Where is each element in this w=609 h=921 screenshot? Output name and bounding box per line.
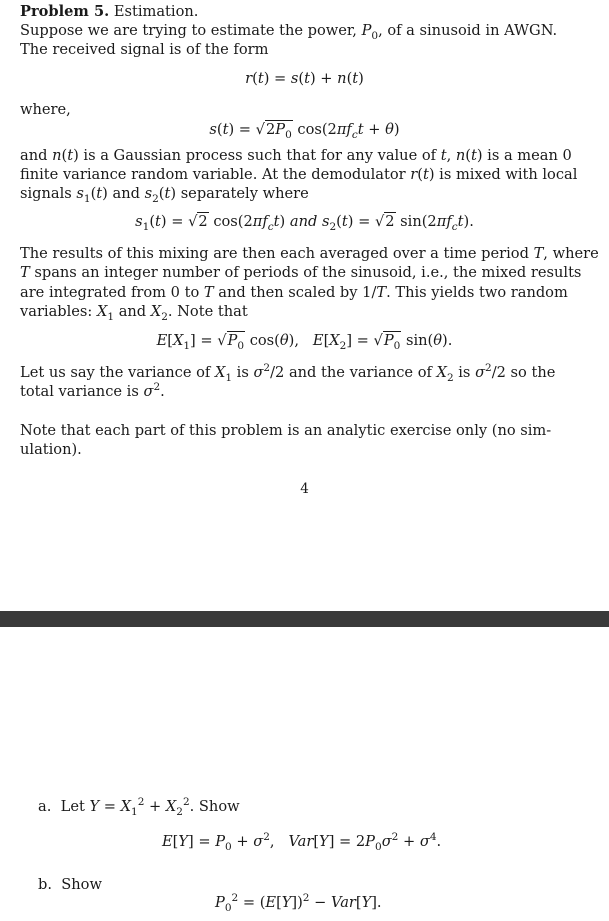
noise-line-3: signals $s_1(t)$ and $s_2(t)$ separately where <box>20 185 309 205</box>
equation-part-a: $E[Y] = P_0 + \sigma^2$, $Var[Y] = 2P_0\sigma^2 + \sigma^4$. <box>162 831 442 853</box>
part-b-prompt <box>38 875 102 895</box>
problem-title: Estimation. <box>113 3 199 20</box>
equation-part-b: $P_0^2 = (E[Y])^2 - Var[Y]$. <box>215 892 382 914</box>
noise-line-2: finite variance random variable. At the demodulator r(t) is mixed with local <box>20 166 578 183</box>
problem-heading <box>20 2 198 22</box>
mixing-line-4: variables: $X_1$ and $X_2$. Note that <box>20 303 248 323</box>
part-b-label: b. <box>38 876 52 893</box>
variance-line-2: total variance is $\sigma^2$. <box>20 381 165 400</box>
mixing-line-3: are integrated from 0 to T and then scaled by 1/T. This yields two random <box>20 284 568 301</box>
part-a-prompt: a. Let $Y = X_1^2 + X_2^2$. Show <box>38 796 240 818</box>
note-line-2: ulation). <box>20 441 82 458</box>
variance-line-1: Let us say the variance of $X_1$ is $\sigma^2/2$ and the variance of $X_2$ is $\sigma^2/2$ so the <box>20 362 556 384</box>
page-divider <box>0 611 609 627</box>
note-line-1: Note that each part of this problem is an analytic exercise only (no sim- <box>20 422 552 439</box>
noise-line-1: and n(t) is a Gaussian process such that for any value of t, n(t) is a mean 0 <box>20 147 572 164</box>
equation-local-signals: $s_1(t) = √2$ $\cos(2\pi f_ct)$ and $s_2(t) = √2$ $\sin(2\pi f_ct)$. <box>135 213 474 233</box>
problem-number: Problem 5. <box>20 3 110 20</box>
page-number: 4 <box>300 481 309 497</box>
mixing-line-1: The results of this mixing are then each averaged over a time period T, where <box>20 245 599 262</box>
equation-signal: $s(t) = √2P_0$ $\cos(2\pi f_ct + \theta)$ <box>209 121 400 141</box>
intro-line-2: The received signal is of the form <box>20 41 269 58</box>
equation-received-signal: r(t) = s(t) + n(t) <box>245 70 364 87</box>
where-label: where, <box>20 101 71 118</box>
intro-line-1: Suppose we are trying to estimate the power, $P_0$, of a sinusoid in AWGN. <box>20 22 558 42</box>
equation-means: $E[X_1] = √P_0$ cos(θ), $E[X_2] = √P_0$ sin(θ). <box>156 332 453 352</box>
part-b-text: Show <box>61 876 102 893</box>
mixing-line-2: T spans an integer number of periods of the sinusoid, i.e., the mixed results <box>20 264 582 281</box>
part-a-label: a. <box>38 798 52 815</box>
document-page-5 <box>0 627 609 921</box>
